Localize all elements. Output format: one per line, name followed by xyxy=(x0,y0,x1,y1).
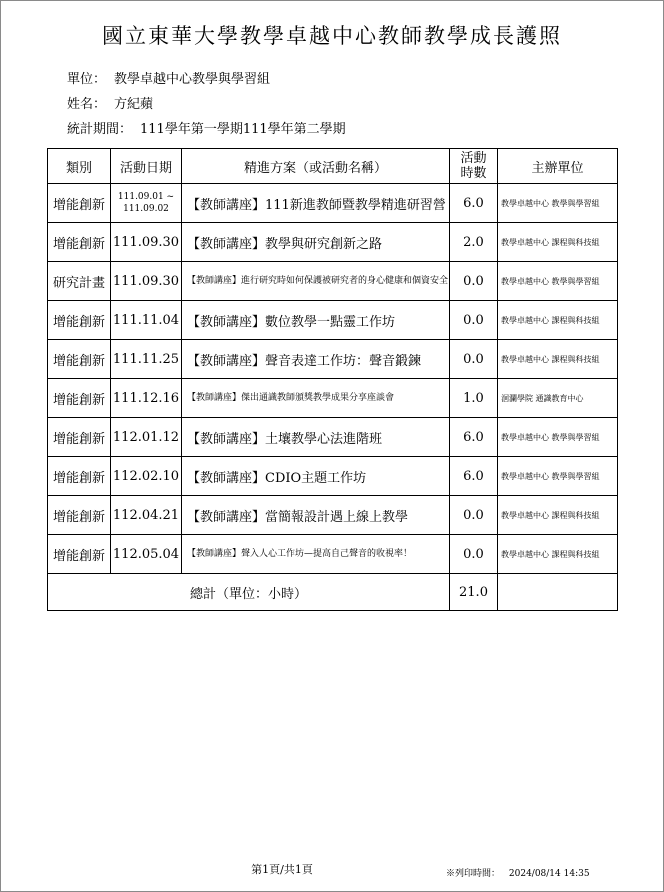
type-cell: 增能創新 xyxy=(48,418,111,457)
hours-cell: 2.0 xyxy=(450,223,498,262)
type-cell: 增能創新 xyxy=(48,340,111,379)
organizer-cell: 教學卓越中心 課程與科技組 xyxy=(498,223,618,262)
hours-cell: 0.0 xyxy=(450,535,498,574)
date-cell: 112.04.21 xyxy=(111,496,182,535)
total-hours: 21.0 xyxy=(450,574,498,611)
print-time-label: ※列印時間： xyxy=(446,869,501,879)
table-row xyxy=(48,418,618,457)
activity-table xyxy=(47,148,618,611)
header-type: 類別 xyxy=(48,149,111,184)
table-row xyxy=(48,457,618,496)
organizer-cell: 教學卓越中心 教學與學習組 xyxy=(498,184,618,223)
date-cell: 111.11.04 xyxy=(111,301,182,340)
date-cell: 111.09.30 xyxy=(111,262,182,301)
hours-cell: 0.0 xyxy=(450,301,498,340)
name-value: 方紀蘋 xyxy=(114,97,154,112)
date-cell: 112.01.12 xyxy=(111,418,182,457)
organizer-cell: 教學卓越中心 教學與學習組 xyxy=(498,418,618,457)
print-time-value: 2024/08/14 14:35 xyxy=(508,869,590,879)
table-row xyxy=(48,301,618,340)
activity-name-cell: 【教師講座】教學與研究創新之路 xyxy=(182,223,450,262)
info-name xyxy=(67,93,153,112)
organizer-cell: 教學卓越中心 教學與學習組 xyxy=(498,262,618,301)
total-row xyxy=(48,574,618,611)
table-header-row xyxy=(48,149,618,184)
print-time xyxy=(446,866,590,879)
header-hours-line2: 時數 xyxy=(460,166,487,181)
page-title: 國立東華大學教學卓越中心教師教學成長護照 xyxy=(102,24,562,48)
period-value: 111學年第一學期111學年第二學期 xyxy=(140,122,346,137)
table-row xyxy=(48,262,618,301)
organizer-cell: 洄瀾學院 通識教育中心 xyxy=(498,379,618,418)
organizer-cell: 教學卓越中心 課程與科技組 xyxy=(498,301,618,340)
organizer-cell: 教學卓越中心 課程與科技組 xyxy=(498,535,618,574)
activity-name-cell: 【教師講座】聲音表達工作坊：聲音鍛鍊 xyxy=(182,340,450,379)
hours-cell: 6.0 xyxy=(450,418,498,457)
type-cell: 研究計畫 xyxy=(48,262,111,301)
header-hours-line1: 活動 xyxy=(460,151,487,166)
date-cell: 111.09.30 xyxy=(111,223,182,262)
activity-name-cell: 【教師講座】111新進教師暨教學精進研習營 xyxy=(182,184,450,223)
name-label: 姓名： xyxy=(67,97,107,112)
table-row xyxy=(48,379,618,418)
date-cell: 111.11.25 xyxy=(111,340,182,379)
organizer-cell: 教學卓越中心 課程與科技組 xyxy=(498,496,618,535)
table-row xyxy=(48,496,618,535)
activity-name-cell: 【教師講座】聲入人心工作坊—提高自己聲音的收視率！ xyxy=(182,535,450,574)
activity-name-cell: 【教師講座】土壤教學心法進階班 xyxy=(182,418,450,457)
type-cell: 增能創新 xyxy=(48,496,111,535)
hours-cell: 6.0 xyxy=(450,184,498,223)
unit-value: 教學卓越中心教學與學習組 xyxy=(114,72,271,87)
hours-cell: 6.0 xyxy=(450,457,498,496)
period-label: 統計期間： xyxy=(67,122,133,137)
activity-name-cell: 【教師講座】數位教學一點靈工作坊 xyxy=(182,301,450,340)
hours-cell: 1.0 xyxy=(450,379,498,418)
organizer-cell: 教學卓越中心 教學與學習組 xyxy=(498,457,618,496)
hours-cell: 0.0 xyxy=(450,496,498,535)
total-unit-empty xyxy=(498,574,618,611)
table-row xyxy=(48,223,618,262)
activity-name-cell: 【教師講座】傑出通識教師頒獎教學成果分享座談會 xyxy=(182,379,450,418)
header-unit: 主辦單位 xyxy=(498,149,618,184)
activity-name-cell: 【教師講座】進行研究時如何保護被研究者的身心健康和個資安全 xyxy=(182,262,450,301)
date-cell: 112.05.04 xyxy=(111,535,182,574)
type-cell: 增能創新 xyxy=(48,223,111,262)
table-row xyxy=(48,535,618,574)
header-name: 精進方案（或活動名稱） xyxy=(182,149,450,184)
info-unit xyxy=(67,68,270,87)
table-row xyxy=(48,184,618,223)
date-cell: 111.12.16 xyxy=(111,379,182,418)
date-cell: 112.02.10 xyxy=(111,457,182,496)
hours-cell: 0.0 xyxy=(450,262,498,301)
header-hours xyxy=(450,149,498,184)
type-cell: 增能創新 xyxy=(48,379,111,418)
type-cell: 增能創新 xyxy=(48,535,111,574)
table-row xyxy=(48,340,618,379)
date-cell: 111.09.01 ~ 111.09.02 xyxy=(111,184,182,223)
activity-name-cell: 【教師講座】CDIO主題工作坊 xyxy=(182,457,450,496)
info-period xyxy=(67,118,346,137)
type-cell: 增能創新 xyxy=(48,301,111,340)
hours-cell: 0.0 xyxy=(450,340,498,379)
total-label: 總計（單位：小時） xyxy=(48,574,450,611)
organizer-cell: 教學卓越中心 課程與科技組 xyxy=(498,340,618,379)
type-cell: 增能創新 xyxy=(48,184,111,223)
unit-label: 單位： xyxy=(67,72,107,87)
activity-name-cell: 【教師講座】當簡報設計遇上線上教學 xyxy=(182,496,450,535)
page-number: 第1頁/共1頁 xyxy=(251,863,313,876)
header-date: 活動日期 xyxy=(111,149,182,184)
type-cell: 增能創新 xyxy=(48,457,111,496)
